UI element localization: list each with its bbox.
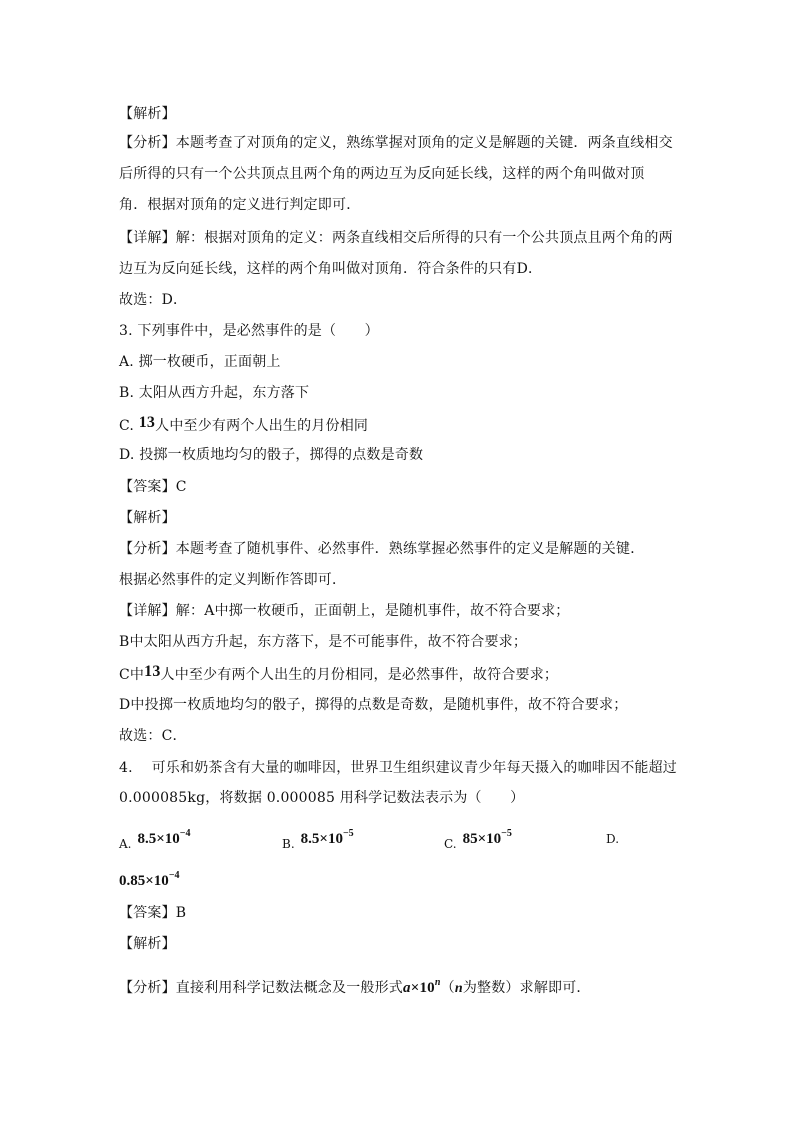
q2-fenxi-line-1: 【分析】本题考查了对顶角的定义，熟练掌握对顶角的定义是解题的关键．两条直线相交: [119, 135, 673, 151]
q3-fenxi-line-1: 【分析】本题考查了随机事件、必然事件．熟练掌握必然事件的定义是解题的关键．: [119, 541, 645, 557]
q4-analysis-header: 【解析】: [119, 936, 176, 952]
q4-fenxi-n: n: [454, 981, 463, 996]
q3-conclusion: 故选：C．: [119, 728, 187, 744]
q4-option-c: [444, 824, 512, 849]
q3-detail-3-prefix: C中: [119, 667, 145, 683]
q4-fenxi-suffix: 为整数）求解即可．: [462, 980, 591, 996]
q4-option-c-label: C.: [444, 837, 457, 851]
q3-fenxi-line-2: 根据必然事件的定义判断作答即可．: [119, 572, 347, 588]
q4-option-a-label: A.: [119, 837, 132, 851]
q4-question-line-1: 4. 可乐和奶茶含有大量的咖啡因，世界卫生组织建议青少年每天摄入的咖啡因不能超过: [119, 760, 678, 776]
q4-fenxi-mid: （: [440, 980, 455, 996]
q2-fenxi-line-3: 角．根据对顶角的定义进行判定即可．: [119, 197, 361, 213]
q4-formula-a: a: [403, 980, 411, 996]
q4-option-c-base: 85×10: [462, 831, 502, 847]
q4-option-a: [119, 824, 191, 849]
q4-option-a-base: 8.5×10: [137, 831, 180, 847]
q4-answer: 【答案】B: [119, 905, 187, 921]
q3-option-d: D. 投掷一枚质地均匀的骰子，掷得的点数是奇数: [119, 447, 424, 463]
q4-question-line-2: 0.000085kg，将数据 0.000085 用科学记数法表示为（ ）: [119, 790, 525, 806]
q3-detail-4: D中投掷一枚质地均匀的骰子，掷得的点数是奇数，是随机事件，故不符合要求；: [119, 697, 628, 713]
q4-option-c-exp: −5: [501, 828, 512, 839]
q4-formula-mid: ×10: [410, 980, 435, 996]
q3-detail-1: 【详解】解：A中掷一枚硬币，正面朝上，是随机事件，故不符合要求；: [119, 603, 570, 619]
q3-detail-3: [119, 665, 558, 685]
q4-option-d-label-wrap: [606, 824, 625, 844]
q3-detail-3-suffix: 人中至少有两个人出生的月份相同，是必然事件，故符合要求；: [160, 667, 559, 683]
q4-option-b-base: 8.5×10: [300, 831, 343, 847]
q4-option-d-base: 0.85×10: [119, 873, 169, 889]
q4-option-d-label: D.: [606, 832, 620, 846]
q3-detail-3-number: 13: [144, 663, 161, 680]
q3-detail-2: B中太阳从西方升起，东方落下，是不可能事件，故不符合要求；: [119, 634, 528, 650]
q4-option-b-label: B.: [282, 837, 295, 851]
q3-option-c: [119, 416, 368, 436]
q4-option-a-exp: −4: [179, 828, 191, 839]
q4-formula-n: n: [434, 977, 441, 988]
q3-option-c-prefix: C.: [119, 418, 139, 434]
q4-fenxi-prefix: 【分析】直接利用科学记数法概念及一般形式: [119, 980, 403, 996]
q2-xiangjie-line-1: 【详解】解：根据对顶角的定义：两条直线相交后所得的只有一个公共顶点且两个角的两: [119, 230, 673, 246]
q3-option-c-number: 13: [138, 414, 156, 431]
q4-option-d: [119, 866, 180, 891]
q2-analysis-header: 【解析】: [119, 106, 176, 122]
q2-xiangjie-line-2: 边互为反向延长线，这样的两个角叫做对顶角．符合条件的只有D．: [119, 261, 543, 277]
q4-option-b: [282, 824, 354, 849]
q4-fenxi: [119, 973, 591, 999]
q2-fenxi-line-2: 后所得的只有一个公共顶点且两个角的两边互为反向延长线，这样的两个角叫做对顶: [119, 166, 645, 182]
q3-question: 3. 下列事件中，是必然事件的是（ ）: [119, 323, 379, 339]
q3-answer: 【答案】C: [119, 479, 187, 495]
q3-option-a: A. 掷一枚硬币，正面朝上: [119, 354, 281, 370]
q4-fenxi-formula: [403, 977, 441, 996]
q3-analysis-header: 【解析】: [119, 510, 176, 526]
q3-option-c-suffix: 人中至少有两个人出生的月份相同: [155, 418, 369, 434]
q2-conclusion: 故选：D．: [119, 292, 188, 308]
q3-option-b: B. 太阳从西方升起，东方落下: [119, 385, 310, 401]
q4-option-b-exp: −5: [342, 828, 354, 839]
q4-option-d-exp: −4: [168, 870, 180, 881]
